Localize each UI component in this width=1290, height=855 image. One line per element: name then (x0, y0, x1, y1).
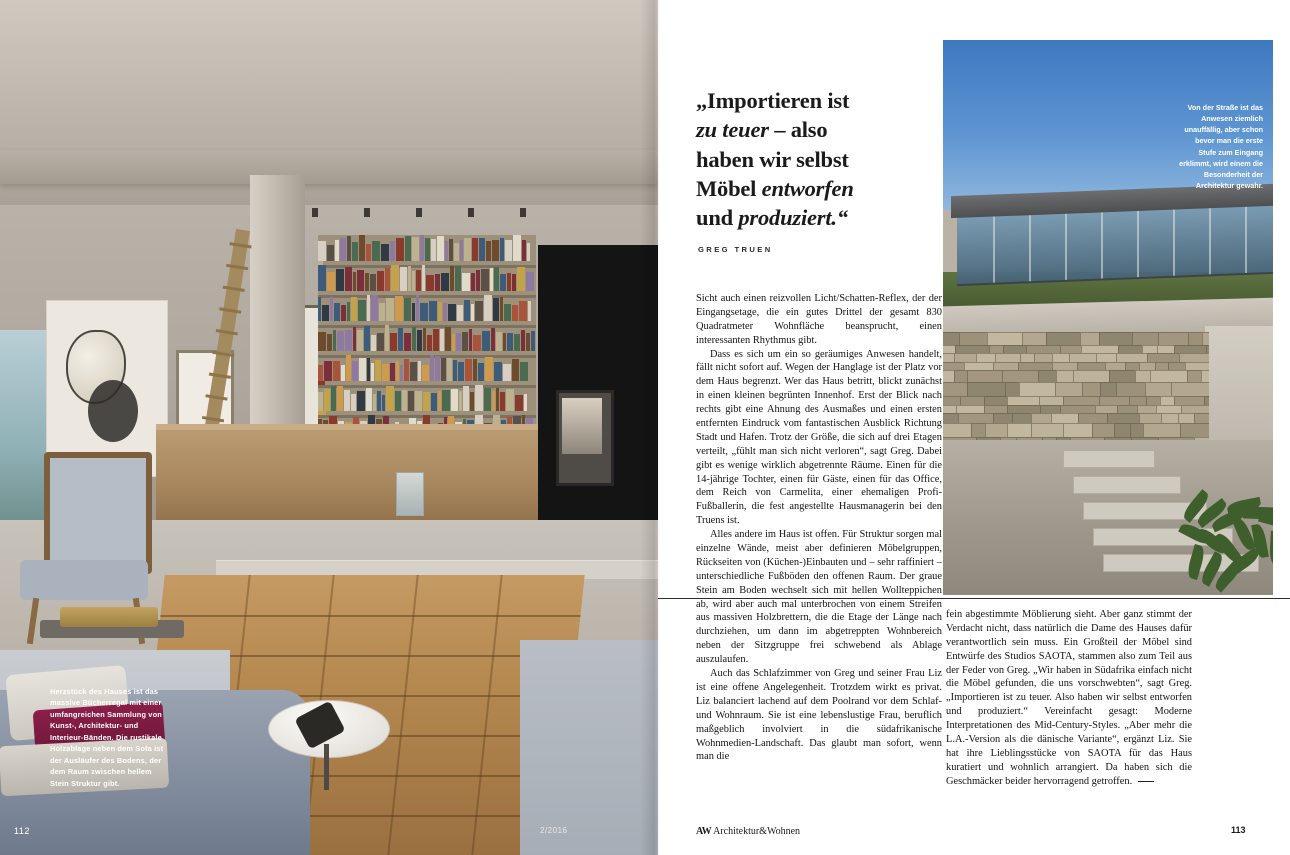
stone-block (1082, 382, 1101, 397)
book-spine (341, 365, 345, 381)
book-spine (351, 297, 357, 321)
stone-block (1171, 382, 1209, 397)
book-spine (433, 329, 439, 351)
book-spine (379, 303, 385, 321)
book-spine (420, 235, 424, 261)
book-spine (512, 305, 518, 321)
stone-block (1114, 423, 1131, 438)
stone-block (943, 423, 972, 438)
window-mullion (1101, 210, 1103, 278)
book-spine (438, 391, 441, 411)
book-spine (371, 335, 376, 351)
right-page (658, 0, 1290, 855)
natural-stone-wall (943, 332, 1209, 452)
body-column-left (696, 292, 942, 764)
book-spine (353, 272, 356, 291)
book-spine (359, 358, 366, 381)
book-spine (357, 330, 363, 351)
book-spine (500, 274, 506, 291)
book-spine (408, 391, 414, 411)
book-spine (490, 268, 493, 291)
book-spine (382, 395, 385, 411)
bookshelf-row (318, 355, 536, 388)
masthead (696, 826, 800, 837)
book-spine (351, 394, 356, 411)
pull-quote-line-2-rest: – also (768, 117, 828, 143)
paragraph: Dass es sich um ein so geräumiges Anwesen handelt, fällt nicht sofort auf. Wegen der Hanglage ist der Platz vor dem Haus begrenzt. Wer das Haus betritt, blickt zunächst in einen kleinen begrünten Innenhof. Erst der Blick nach rechts gibt eine Ahnung des Ausmaßes und einen ersten entfernten Eindruck vom fantastischen Ausblick Richtung Stadt und Hafen. Trotz der Größe, die sich auf drei Etagen verteilt, „fühlt man sich nicht verloren“, sagt Greg. Dabei gibt es wenige wirklich abgetrennte Räume. Einen für die 14-jährige Tochter, einen für Gäste, einen für das Office, dem Reich von Carmelita, einer ehemaligen Profi-Fußballerin, die fest angestellte Hausmanagerin bei den Truens ist. (696, 348, 942, 527)
book-spine (505, 240, 512, 261)
book-spine (454, 243, 459, 261)
book-spine (431, 239, 436, 261)
stone-block (1116, 382, 1146, 397)
book-spine (512, 359, 519, 381)
book-spine (500, 238, 504, 261)
book-spine (515, 395, 523, 411)
book-spine (334, 303, 340, 321)
stone-block (967, 382, 1006, 397)
book-spine (404, 333, 411, 351)
book-spine (475, 385, 483, 411)
book-spine (365, 273, 369, 291)
window-mullion (1245, 205, 1247, 273)
wool-carpet-right (520, 640, 658, 855)
book-spine (337, 331, 344, 351)
book-spine (416, 295, 419, 321)
bookshelf-row (318, 235, 536, 268)
book-spine (402, 390, 407, 411)
brass-tray (60, 607, 158, 627)
book-spine (373, 394, 376, 411)
book-spine (438, 302, 442, 321)
book-spine (445, 327, 451, 351)
book-spine (492, 391, 495, 411)
stone-block (1022, 332, 1047, 346)
book-spine (396, 361, 399, 381)
book-spine (435, 274, 440, 291)
paragraph: Auch das Schlafzimmer von Greg und seiner Frau Liz ist eine offene Angelegenheit. Trotzdem wirkt es privat. Liz balanciert lachend auf dem Poolrand vor dem Schlaf- und Wohnraum. Sie ist eine lebenslustige Frau, beruflich maßgeblich involviert in die südafrikanische Wohnmedien-Landschaft. Das glaubt man sofort, wenn man die (696, 668, 942, 763)
book-spine (472, 238, 478, 261)
book-spine (366, 244, 371, 261)
book-spine (481, 269, 489, 291)
window-mullion (1209, 206, 1211, 274)
book-spine (482, 331, 490, 351)
stone-block (1046, 332, 1081, 346)
book-spine (503, 333, 506, 351)
book-spine (473, 359, 477, 381)
armchair-seat (20, 560, 148, 600)
window-mullion (1029, 213, 1031, 281)
issue-number: 2/2016 (540, 826, 568, 835)
book-spine (324, 361, 332, 381)
book-spine (527, 243, 530, 261)
stone-block (1100, 382, 1117, 397)
book-spine (344, 390, 350, 411)
book-spine (437, 236, 444, 261)
book-spine (395, 391, 401, 411)
book-spine (485, 357, 493, 381)
book-spine (357, 270, 364, 291)
book-spine (456, 333, 461, 351)
book-spine (426, 275, 434, 291)
book-spine (493, 298, 499, 321)
plank-edge (387, 575, 418, 855)
book-spine (506, 389, 514, 411)
wooden-counter-front (156, 430, 546, 530)
book-spine (513, 235, 521, 261)
book-spine (503, 364, 511, 381)
book-spine (457, 305, 463, 321)
book-spine (345, 267, 352, 291)
window-mullion (1137, 209, 1139, 277)
book-spine (391, 265, 399, 291)
book-spine (322, 305, 329, 321)
left-photo-caption: Herzstück des Hauses ist das massive Bücherregal mit einer umfangreichen Sammlung von Kunst-, Architektur- und Interieur-Bänden. Die rustikale Holzablage neben dem Sofa ist der Ausläufer des Bodens, der dem Raum zwischen hellem Stein Struktur gibt. (50, 687, 164, 788)
book-spine (352, 242, 358, 261)
book-spine (412, 271, 415, 291)
book-spine (390, 333, 397, 351)
book-spine (404, 298, 411, 321)
book-spine (465, 359, 472, 381)
book-spine (459, 391, 462, 411)
entrance-ground (943, 440, 1273, 595)
book-spine (331, 386, 336, 411)
book-spine (318, 365, 323, 381)
book-spine (449, 239, 453, 261)
book-spine (471, 273, 475, 291)
book-spine (462, 332, 468, 351)
round-table-stem (324, 744, 329, 790)
pull-quote-byline: GREG TRUEN (698, 245, 773, 254)
book-spine (447, 358, 452, 381)
book-spine (455, 266, 461, 291)
pull-quote-line-5-start: und (696, 205, 739, 230)
book-spine (318, 265, 326, 291)
pull-quote-line-2-emphasis: zu teuer (696, 117, 769, 143)
fireplace-glass (562, 398, 602, 454)
book-spine (423, 328, 426, 351)
book-spine (484, 388, 491, 411)
stepping-paver (1073, 476, 1181, 494)
stone-block (959, 332, 988, 346)
stone-block (1145, 382, 1172, 397)
stone-block (1092, 423, 1115, 438)
pull-quote-line-4-start: Möbel (696, 175, 762, 201)
window-mullion (1173, 208, 1175, 276)
book-spine (512, 274, 516, 291)
book-spine (418, 361, 421, 381)
book-spine (470, 392, 474, 411)
stone-block (971, 423, 986, 438)
book-spine (521, 330, 525, 351)
book-spine (412, 237, 419, 261)
book-spine (416, 270, 421, 291)
book-spine (430, 355, 434, 381)
book-spine (370, 274, 376, 291)
book-spine (371, 295, 378, 321)
book-spine (458, 362, 464, 381)
book-spine (405, 236, 411, 261)
book-spine (377, 333, 384, 351)
book-spine (367, 358, 370, 381)
book-spine (462, 273, 470, 291)
bookshelf-row (318, 295, 536, 328)
book-spine (500, 297, 503, 321)
horizontal-rule (658, 598, 1290, 599)
book-spine (318, 332, 326, 351)
paragraph-text: fein abgestimmte Möblierung sieht. Aber ganz stimmt der Verdacht nicht, dass natürlich die Dame des Hauses dafür verantwortlich sein muss. Ein Großteil der Möbel sind Entwürfe des Studios SAOTA, stammen also zum Teil aus der Feder von Greg. „Wir haben in Südafrika einfach nicht die Möbel gefunden, die uns vorschwebten“, sagt Greg. „Importieren ist zu teuer. Also haben wir selbst entworfen und produziert.“ Vereinfacht gesagt: Moderne Interpretationen des Mid-Century-Styles. „Aber mehr die L.A.-Version als die dänische Variante“, ergänzt Liz. Sie hat ihre Lieblingsstücke von SAOTA für das Haus kuratiert und wohnlich arrangiert. Da haben sich die Geschmäcker beider hervorragend getroffen. (946, 609, 1192, 787)
book-spine (526, 333, 530, 351)
book-spine (476, 270, 480, 291)
book-spine (519, 301, 527, 321)
book-spine (484, 295, 492, 321)
book-spine (473, 335, 481, 351)
stone-block (1055, 382, 1083, 397)
stone-block (1202, 332, 1209, 346)
book-spine (479, 238, 485, 261)
book-spine (400, 365, 403, 381)
book-spine (491, 328, 495, 351)
book-spine (443, 303, 447, 321)
book-spine (463, 386, 469, 411)
book-spine (385, 325, 389, 351)
book-spine (341, 305, 346, 321)
plank-edge (471, 575, 502, 855)
book-spine (396, 238, 404, 261)
book-spine (423, 392, 430, 411)
book-spine (412, 303, 415, 321)
book-spine (486, 241, 491, 261)
stone-block (1099, 332, 1133, 346)
book-spine (318, 392, 323, 411)
book-spine (382, 364, 389, 381)
track-spotlight (468, 208, 474, 217)
book-spine (357, 391, 365, 411)
book-spine (441, 358, 446, 381)
stone-block (943, 382, 968, 397)
book-spine (471, 304, 474, 321)
book-spine (347, 236, 351, 261)
palm-frond (1269, 531, 1273, 566)
book-spine (408, 266, 411, 291)
book-spine (318, 297, 321, 321)
book-spine (386, 298, 394, 321)
book-spine (427, 335, 432, 351)
left-page-folio: 112 (14, 826, 30, 836)
book-spine (333, 361, 340, 381)
pull-quote-line-1: „Importieren ist (696, 88, 850, 113)
stone-block (1180, 423, 1209, 438)
book-spine (371, 363, 374, 381)
book-spine (390, 241, 395, 261)
right-page-photograph (943, 40, 1273, 595)
book-spine (494, 267, 499, 291)
book-spine (425, 238, 430, 261)
stone-block (1019, 382, 1056, 397)
book-spine (333, 330, 336, 351)
book-spine (364, 326, 370, 351)
book-spine (398, 328, 403, 351)
book-spine (372, 241, 380, 261)
artwork-shape-dark (88, 380, 138, 442)
book-spine (340, 238, 346, 261)
window-mullion (1065, 212, 1067, 280)
book-spine (420, 303, 428, 321)
stone-block (1080, 332, 1100, 346)
book-spine (517, 267, 525, 291)
book-spine (335, 240, 339, 261)
book-spine (404, 359, 409, 381)
book-spine (441, 273, 449, 291)
book-spine (377, 391, 381, 411)
book-spine (451, 389, 458, 411)
book-spine (453, 360, 457, 381)
bookshelf-row (318, 265, 536, 298)
book-spine (345, 330, 352, 351)
book-spine (359, 235, 365, 261)
book-spine (526, 272, 534, 291)
stone-block (985, 423, 1008, 438)
book-spine (440, 329, 444, 351)
book-spine (452, 334, 455, 351)
glass-facade-band (957, 204, 1273, 286)
book-spine (367, 295, 370, 321)
book-spine (353, 327, 356, 351)
book-spine (318, 241, 326, 261)
stone-block (1063, 423, 1093, 438)
book-spine (464, 238, 471, 261)
book-spine (435, 356, 440, 381)
book-spine (520, 362, 528, 381)
book-spine (377, 271, 384, 291)
stone-block (1130, 423, 1144, 438)
book-spine (504, 304, 511, 321)
book-spine (475, 301, 483, 321)
book-spine (422, 365, 429, 381)
armchair-backrest (44, 452, 152, 574)
book-spine (412, 327, 416, 351)
paragraph: Sicht auch einen reizvollen Licht/Schatten-Reflex, der der Eingangsetage, die ein gutes Drittel der gesamt 830 Quadratmeter Wohnfläche beansprucht, einen interessanten Rhythmus gibt. (696, 293, 942, 346)
book-spine (330, 297, 333, 321)
book-spine (324, 389, 330, 411)
book-spine (494, 362, 502, 381)
glass-vase (396, 472, 424, 516)
book-spine (327, 272, 335, 291)
book-spine (531, 331, 535, 351)
book-spine (346, 355, 351, 381)
masthead-brand: AW (696, 826, 712, 837)
stone-block (943, 332, 960, 346)
book-spine (431, 393, 437, 411)
bookshelf-row (318, 385, 536, 418)
end-mark (1138, 781, 1154, 782)
track-spotlight (520, 208, 526, 217)
track-spotlight (416, 208, 422, 217)
book-spine (352, 361, 358, 381)
stone-block (1007, 423, 1032, 438)
body-column-right (946, 608, 1192, 789)
stone-block (1158, 332, 1189, 346)
book-spine (390, 363, 395, 381)
book-spine (450, 266, 454, 291)
book-spine (337, 386, 343, 411)
book-spine (366, 388, 372, 411)
book-spine (347, 302, 350, 321)
pull-quote-line-4-emphasis: entworfen (761, 175, 854, 201)
window-mullion (993, 215, 995, 283)
book-spine (448, 304, 456, 321)
book-spine (375, 360, 381, 381)
pull-quote (696, 86, 941, 232)
book-spine (358, 300, 366, 321)
book-spine (522, 240, 526, 261)
book-spine (429, 301, 437, 321)
paragraph (946, 608, 1192, 789)
book-spine (386, 386, 394, 411)
stone-block (1031, 423, 1064, 438)
book-spine (336, 269, 344, 291)
stone-block (987, 332, 1023, 346)
book-spine (492, 240, 499, 261)
book-spine (417, 330, 422, 351)
book-spine (528, 301, 531, 321)
book-spine (445, 241, 448, 261)
pull-quote-line-5-emphasis: produziert.“ (738, 205, 848, 230)
stone-block (1143, 423, 1181, 438)
book-spine (400, 267, 407, 291)
book-spine (507, 333, 513, 351)
book-spine (410, 362, 417, 381)
book-spine (381, 244, 389, 261)
book-spine (507, 273, 511, 291)
paragraph: Alles andere im Haus ist offen. Für Struktur sorgen mal einzelne Wände, meist aber definieren Möbelgruppen, Rückseiten von (Küchen-)Einbauten und – sehr raffiniert – unterschiedliche Fußböden den offenen Raum. Der graue Stein am Boden wechselt sich mit hellen Wollteppichen ab, wird aber auch mal unterbrochen von einem Streifen aus massiven Holzbrettern, die die Etage der Länge nach durchziehen, um dann im abgetreppten Wohnbereich neben der Sitzgruppe frei schwebend als Ablage auszulaufen. (696, 529, 942, 666)
stepping-paver (1063, 450, 1155, 468)
track-spotlight (364, 208, 370, 217)
book-spine (460, 240, 463, 261)
book-spine (327, 334, 332, 351)
book-spine (442, 390, 450, 411)
book-spine (496, 332, 502, 351)
book-spine (464, 300, 470, 321)
plank-seam (160, 615, 580, 617)
book-spine (422, 265, 425, 291)
book-spine (500, 392, 505, 411)
book-spine (395, 296, 403, 321)
book-spine (514, 334, 520, 351)
book-spine (496, 388, 499, 411)
book-spine (478, 363, 484, 381)
stone-block (1005, 382, 1020, 397)
book-spine (385, 268, 390, 291)
book-spine (415, 391, 422, 411)
book-spine (524, 394, 527, 411)
book-spine (469, 329, 472, 351)
track-spotlight (312, 208, 318, 217)
ceiling-beam (0, 150, 658, 184)
right-photo-caption: Von der Straße ist das Anwesen ziemlich unauffällig, aber schon bevor man die erste Stufe zum Eingang erklimmt, wird einem die Besonderheit der Architektur gewahr. (1179, 103, 1263, 191)
right-page-folio: 113 (1231, 825, 1246, 835)
book-spine (327, 245, 334, 261)
pull-quote-line-3: haben wir selbst (696, 146, 849, 172)
stone-block (1132, 332, 1159, 346)
masthead-title: Architektur&Wohnen (713, 826, 801, 837)
bookshelf-row (318, 325, 536, 358)
stone-block (1188, 332, 1203, 346)
